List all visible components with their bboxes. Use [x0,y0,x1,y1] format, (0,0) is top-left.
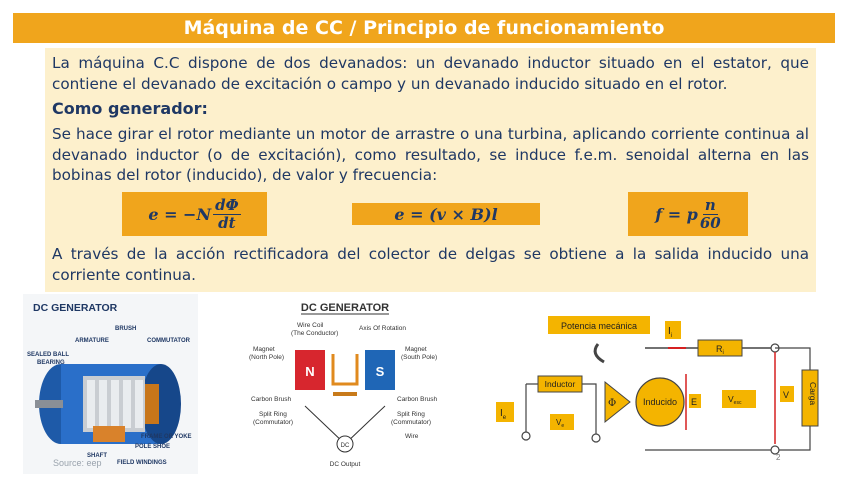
label-ring-left-2: (Commutator) [253,419,294,426]
label-bearing-line2: BEARING [37,360,65,366]
voltage-ve-label: $V_e$ [556,418,565,429]
label-wire-coil-2: (The Conductor) [291,330,339,337]
label-ring-right-1: Split Ring [397,411,425,418]
label-ring-right-2: (Commutator) [391,419,432,426]
armature-slot [123,380,131,428]
magnet-south-label: S [375,364,385,379]
intro-paragraph: La máquina C.C dispone de dos devanados: un devanado inductor situado en el estator, que contiene el devanado de excitación o campo y un devanado inducido situado en el rotor. [52,54,809,93]
label-brush-right: Carbon Brush [397,396,438,403]
current-ii-label: $I_i$ [668,326,673,339]
pole-shoe [93,426,125,442]
formula-frequency-numerator: n [704,195,716,214]
label-dc-output: DC Output [329,461,361,468]
formula-faraday-denominator: dt [218,213,236,232]
generator-paragraph: Se hace girar el rotor mediante un motor de arrastre o una turbina, aplicando corriente continua al devanado inductor (o de excitación), como resultado, se induce f.e.m. senoidal alterna en las bobinas del rotor (inducido), de valor y frecuencia: [52,125,809,184]
mechanical-power-label: Potencia mecánica [560,321,638,331]
formula-faraday-lhs: e = −N [148,204,212,224]
formula-faraday-fraction [213,197,241,232]
current-ie-label: $I_e$ [500,408,507,421]
label-ring-left-1: Split Ring [259,411,287,418]
slide-title: Máquina de CC / Principio de funcionamiento [13,13,835,43]
formula-faraday [122,192,267,236]
fig2-title: DC GENERATOR [300,302,390,314]
label-field-windings: FIELD WINDINGS [117,460,167,466]
dc-generator-schematic-figure [245,294,445,474]
label-wire-coil-1: Wire Coil [297,322,324,329]
armature-slot [135,380,143,428]
formula-motional-emf-text: e = (v × B)l [394,204,498,224]
dc-symbol-label: DC [340,443,350,449]
vesc-label: $V_{esc}$ [728,394,742,406]
equivalent-circuit-figure [490,310,825,470]
terminal-inductor-right [592,434,600,442]
label-shaft: SHAFT [87,453,107,459]
formula-frequency-lhs: f = p [655,204,698,224]
resistor-ri-label: $R_i$ [716,344,724,356]
flux-label: Φ [608,398,617,409]
formula-frequency [628,192,748,236]
label-magnet-n-2: (North Pole) [249,354,285,361]
label-brush: BRUSH [115,326,137,332]
conclusion-paragraph: A través de la acción rectificadora del colector de delgas se obtiene a la salida inducido una corriente continua. [52,245,809,284]
label-axis: Axis Of Rotation [359,325,406,332]
label-magnet-s-1: Magnet [405,346,427,353]
armature-slot [111,380,119,428]
page-number: 2 [776,453,781,462]
emf-label: E [691,397,698,407]
load-label: Carga [808,382,818,406]
armature-slot [99,380,107,428]
commutator [145,384,159,424]
text-panel [45,48,816,292]
shaft [35,400,63,408]
label-brush-left: Carbon Brush [251,396,292,403]
armature-slot [87,380,95,428]
fig1-title: DC GENERATOR [33,302,118,314]
label-pole-shoe: POLE SHOE [135,444,171,450]
formula-faraday-numerator: dΦ [215,195,239,214]
label-frame: FRAME OR YOKE [141,434,192,440]
generator-heading: Como generador: [52,99,208,118]
label-magnet-n-1: Magnet [253,346,275,353]
label-wire: Wire [405,433,419,440]
formula-frequency-fraction [700,197,721,232]
wire-coil [333,354,357,384]
label-magnet-s-2: (South Pole) [401,354,438,361]
label-armature: ARMATURE [75,338,109,344]
inductor-label: Inductor [544,379,576,389]
dc-generator-cutaway-figure [23,294,198,474]
armature-label: Inducido [642,397,678,407]
formula-motional-emf [352,203,540,225]
magnet-north-label: N [305,364,315,379]
formula-frequency-denominator: 60 [699,213,721,232]
rotation-arrow-icon [595,344,604,362]
output-voltage-label: V [783,390,790,400]
label-bearing-line1: SEALED BALL [27,352,69,358]
image-source-watermark: Source: eep [53,458,102,468]
label-commutator: COMMUTATOR [147,338,190,344]
terminal-inductor-left [522,432,530,440]
